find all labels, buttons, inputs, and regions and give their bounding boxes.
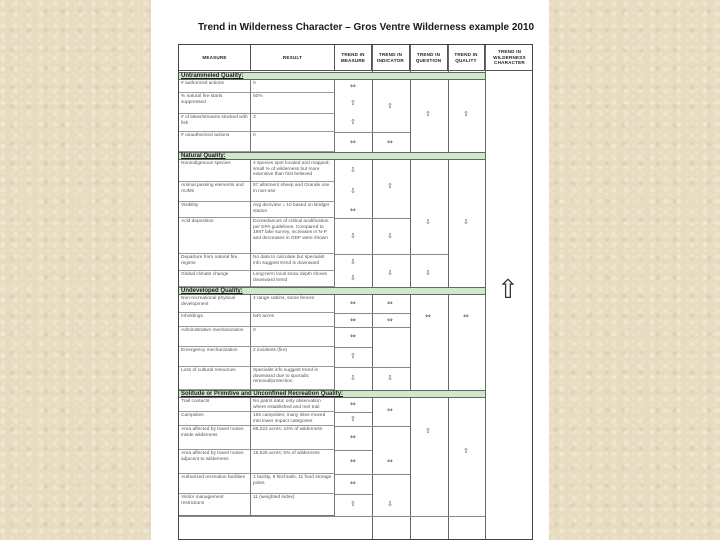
trend-arrow-icon: ⇩	[350, 274, 356, 282]
result-cell: 3	[251, 114, 335, 132]
result-cell: 0	[251, 80, 335, 93]
measure-cell: Area affected by travel routes adjacent to wilderness	[179, 450, 251, 474]
measure-cell: Loss of cultural resources	[179, 367, 251, 390]
trend-arrow-icon: ⇔	[350, 433, 356, 441]
trend-arrow-icon: ⇔	[350, 299, 356, 307]
result-cell: 0	[251, 327, 335, 347]
result-cell: 15,526 acres; 5% of wilderness	[251, 450, 335, 474]
result-cell: 0	[251, 132, 335, 152]
result-cell: Long-term local snow depth shows downward trend	[251, 271, 335, 287]
question-arrow-icon: ⇧	[425, 427, 431, 435]
result-cell: 155 campsites; many sites moved into lower impact categories	[251, 412, 335, 426]
cell-divider	[335, 412, 372, 413]
indicator-arrow-icon: ⇩	[387, 269, 393, 277]
section-untrammeled: Untrammeled Quality:	[179, 72, 485, 80]
measure-cell: Visitor management restrictions	[179, 494, 251, 516]
header-trend-quality: TREND IN QUALITY	[448, 45, 485, 71]
column-divider	[485, 45, 486, 540]
header-trend-character: TREND IN WILDERNESS CHARACTER	[485, 45, 533, 71]
header-trend-measure: TREND IN MEASURE	[335, 45, 372, 71]
trend-arrow-icon: ⇩	[350, 258, 356, 266]
cell-divider	[372, 327, 410, 328]
measure-cell: Inholdings	[179, 313, 251, 327]
cell-divider	[335, 347, 372, 348]
measure-cell: # of lakes/streams stocked with fish	[179, 114, 251, 132]
measure-cell: # authorized actions	[179, 80, 251, 93]
trend-arrow-icon: ⇔	[350, 138, 356, 146]
question-arrow-icon: ⇧	[425, 110, 431, 118]
quality-arrow-icon: ⇧	[463, 110, 469, 118]
measure-cell: Administrative mechanization	[179, 327, 251, 347]
trend-arrow-icon: ⇧	[350, 99, 356, 107]
overall-trend-arrow-icon: ⇧	[497, 275, 519, 305]
cell-divider	[335, 367, 372, 368]
measure-cell: Area affected by travel routes inside wilderness	[179, 426, 251, 450]
measure-cell: Visibility	[179, 202, 251, 218]
measure-cell: # unauthorized actions	[179, 132, 251, 152]
measure-cell: Trail contacts	[179, 398, 251, 412]
section-undeveloped: Undeveloped Quality:	[179, 287, 485, 295]
result-cell: 50%	[251, 93, 335, 114]
cell-divider	[335, 218, 372, 219]
measure-cell: Global climate change	[179, 271, 251, 287]
cell-divider	[335, 474, 372, 475]
indicator-arrow-icon: ⇩	[387, 232, 393, 240]
cell-divider	[410, 254, 448, 255]
indicator-arrow-icon: ⇔	[387, 316, 393, 324]
indicator-arrow-icon: ⇧	[387, 102, 393, 110]
indicator-arrow-icon: ⇔	[387, 299, 393, 307]
section-natural: Natural Quality:	[179, 152, 485, 160]
cell-divider	[372, 254, 410, 255]
quality-arrow-icon: ⇔	[463, 312, 469, 320]
measure-cell: % natural fire starts suppressed	[179, 93, 251, 114]
trend-arrow-icon: ⇔	[350, 206, 356, 214]
quality-arrow-icon: ⇩	[463, 218, 469, 226]
cell-divider	[335, 313, 372, 314]
cell-divider	[335, 494, 372, 495]
measure-cell: Acid deposition	[179, 218, 251, 254]
result-cell: 57 allotment sheep and Grande use in non-use	[251, 182, 335, 202]
result-cell: Specialist info suggest trend is downward due to sporadic removal/protection	[251, 367, 335, 390]
question-arrow-icon: ⇩	[425, 269, 431, 277]
measure-cell: Emergency mechanization	[179, 347, 251, 367]
indicator-arrow-icon: ⇧	[387, 182, 393, 190]
cell-divider	[372, 218, 410, 219]
header-measure: MEASURE	[179, 45, 251, 71]
header-trend-question: TREND IN QUESTION	[410, 45, 448, 71]
cell-divider	[335, 450, 372, 451]
result-cell: 4 species spot located and mapped; small % of wilderness but more extensive than first believed	[251, 160, 335, 182]
result-cell: Exceedances of critical acidification per EPA guidelines. Compared to 1997 lake survey, increases in N-P and decreases in ODF were shown	[251, 218, 335, 254]
trend-arrow-icon: ⇧	[350, 500, 356, 508]
trend-arrow-icon: ⇔	[350, 400, 356, 408]
header-result: RESULT	[251, 45, 335, 71]
document-title: Trend in Wilderness Character – Gros Ventre Wilderness example 2010	[198, 22, 535, 33]
trend-arrow-icon: ⇔	[350, 479, 356, 487]
document-page	[151, 0, 549, 540]
indicator-arrow-icon: ⇔	[387, 406, 393, 414]
cell-divider	[335, 426, 372, 427]
cell-divider	[372, 132, 410, 133]
result-cell: No data to calculate but specialist info suggest trend is downward	[251, 254, 335, 271]
cell-divider	[335, 132, 372, 133]
trend-table	[178, 44, 533, 540]
result-cell: 640 acres	[251, 313, 335, 327]
indicator-arrow-icon: ⇩	[387, 374, 393, 382]
header-trend-indicator: TREND IN INDICATOR	[372, 45, 410, 71]
measure-cell: Animal passing elements and AUMs	[179, 182, 251, 202]
measure-cell: Nonindigenous species	[179, 160, 251, 182]
trend-arrow-icon: ⇔	[350, 316, 356, 324]
indicator-arrow-icon: ⇔	[387, 457, 393, 465]
result-cell: Avg deciview = 10 based on Bridger station	[251, 202, 335, 218]
quality-arrow-icon: ⇧	[463, 447, 469, 455]
result-cell: 2 incidents (fire)	[251, 347, 335, 367]
result-cell: 4 range cabins, some fences	[251, 295, 335, 313]
result-cell: 11 (weighted index)	[251, 494, 335, 516]
result-cell: 1 facility, 9 hitchrails, 11 food storage poles	[251, 474, 335, 494]
indicator-arrow-icon: ⇩	[387, 500, 393, 508]
cell-divider	[372, 474, 410, 475]
trend-arrow-icon: ⇩	[350, 187, 356, 195]
result-cell: 88,222 acres; 24% of wilderness	[251, 426, 335, 450]
question-arrow-icon: ⇩	[425, 218, 431, 226]
measure-cell: Departure from natural fire regime	[179, 254, 251, 271]
trend-arrow-icon: ⇧	[350, 352, 356, 360]
cell-divider	[179, 516, 485, 517]
cell-divider	[372, 313, 410, 314]
question-arrow-icon: ⇔	[425, 312, 431, 320]
cell-divider	[372, 426, 410, 427]
measure-cell: Authorized recreation facilities	[179, 474, 251, 494]
measure-cell: Campsites	[179, 412, 251, 426]
measure-cell: Non-recreational physical development	[179, 295, 251, 313]
trend-arrow-icon: ⇔	[350, 332, 356, 340]
section-solitude: Solitude or Primitive and Unconfined Recreation Quality:	[179, 390, 485, 398]
cell-divider	[335, 327, 372, 328]
trend-arrow-icon: ⇧	[350, 118, 356, 126]
trend-arrow-icon: ⇔	[350, 82, 356, 90]
trend-arrow-icon: ⇩	[350, 232, 356, 240]
trend-arrow-icon: ⇩	[350, 166, 356, 174]
cell-divider	[335, 254, 372, 255]
trend-arrow-icon: ⇔	[350, 457, 356, 465]
indicator-arrow-icon: ⇔	[387, 138, 393, 146]
cell-divider	[372, 367, 410, 368]
trend-arrow-icon: ⇧	[350, 415, 356, 423]
result-cell: No patrol data; only observation where established and met trail	[251, 398, 335, 412]
trend-arrow-icon: ⇩	[350, 374, 356, 382]
